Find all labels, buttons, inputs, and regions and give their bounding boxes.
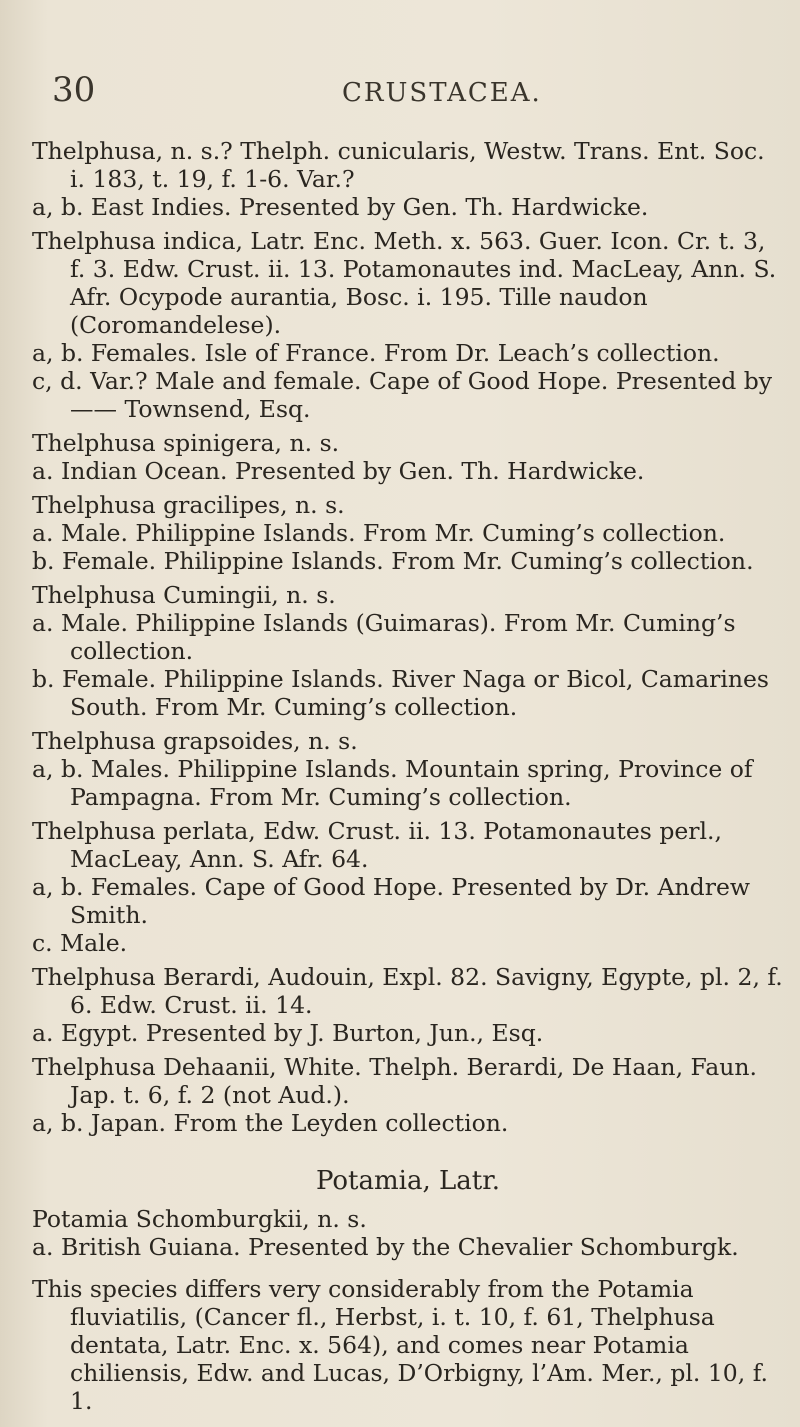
specimen-entry: a, b. Japan. From the Leyden collection.	[32, 1109, 509, 1137]
species-entry: Potamia Schomburgkii, n. s.	[32, 1205, 367, 1233]
specimen-entry: a. Male. Philippine Islands (Guimaras). From Mr. Cuming’s collection.	[32, 609, 736, 665]
specimen-entry: a. Male. Philippine Islands. From Mr. Cuming’s collection.	[32, 519, 726, 547]
specimen-entry: a. British Guiana. Presented by the Chevalier Schomburgk.	[32, 1233, 739, 1261]
species-note: This species differs very considerably from the Potamia fluviatilis, (Cancer fl., Herbst, i. t. 10, f. 61, Thelphusa dentata, Latr. Enc. x. 564), and comes near Potamia chiliensis, Edw. and Lucas, D’Orbigny, l’Am. Mer., pl. 10, f. 1.	[32, 1275, 769, 1415]
species-entry: Thelphusa Cumingii, n. s.	[32, 581, 336, 609]
page-header	[0, 70, 800, 110]
specimen-entry: a, b. East Indies. Presented by Gen. Th. Hardwicke.	[32, 193, 649, 221]
specimen-entry: a. Indian Ocean. Presented by Gen. Th. Hardwicke.	[32, 457, 645, 485]
specimen-entry: a, b. Females. Isle of France. From Dr. Leach’s collection.	[32, 339, 720, 367]
specimen-entry: c, d. Var.? Male and female. Cape of Good Hope. Presented by —— Townsend, Esq.	[32, 367, 773, 423]
running-head: CRUSTACEA.	[342, 78, 542, 108]
specimen-entry: a, b. Females. Cape of Good Hope. Presented by Dr. Andrew Smith.	[32, 873, 750, 929]
specimen-entry: b. Female. Philippine Islands. From Mr. Cuming’s collection.	[32, 547, 754, 575]
species-entry: Thelphusa perlata, Edw. Crust. ii. 13. Potamonautes perl., MacLeay, Ann. S. Afr. 64.	[32, 817, 722, 873]
specimen-entry: a. Egypt. Presented by J. Burton, Jun., Esq.	[32, 1019, 544, 1047]
specimen-entry: c. Male.	[32, 929, 128, 957]
species-entry: Thelphusa indica, Latr. Enc. Meth. x. 563. Guer. Icon. Cr. t. 3, f. 3. Edw. Crust. ii. 13. Potamonautes ind. MacLeay, Ann. S. Afr. Ocypode aurantia, Bosc. i. 195. Tille naudon (Coromandelese).	[32, 227, 777, 339]
species-entry: Thelphusa spinigera, n. s.	[32, 429, 340, 457]
specimen-entry: b. Female. Philippine Islands. River Naga or Bicol, Camarines South. From Mr. Cuming’s collection.	[32, 665, 769, 721]
species-entry: Thelphusa Dehaanii, White. Thelph. Berardi, De Haan, Faun. Jap. t. 6, f. 2 (not Aud.).	[32, 1053, 757, 1109]
section-heading: Potamia, Latr.	[315, 1166, 501, 1196]
species-entry: Thelphusa, n. s.? Thelph. cunicularis, Westw. Trans. Ent. Soc. i. 183, t. 19, f. 1-6. Var.?	[32, 137, 765, 193]
species-entry: Thelphusa grapsoides, n. s.	[32, 727, 358, 755]
page-body	[32, 137, 784, 1415]
species-entry: Thelphusa Berardi, Audouin, Expl. 82. Savigny, Egypte, pl. 2, f. 6. Edw. Crust. ii. 14.	[32, 963, 783, 1019]
page-number: 30	[52, 70, 96, 110]
species-entry: Thelphusa gracilipes, n. s.	[32, 491, 345, 519]
specimen-entry: a, b. Males. Philippine Islands. Mountain spring, Province of Pampagna. From Mr. Cuming’s collection.	[32, 755, 753, 811]
